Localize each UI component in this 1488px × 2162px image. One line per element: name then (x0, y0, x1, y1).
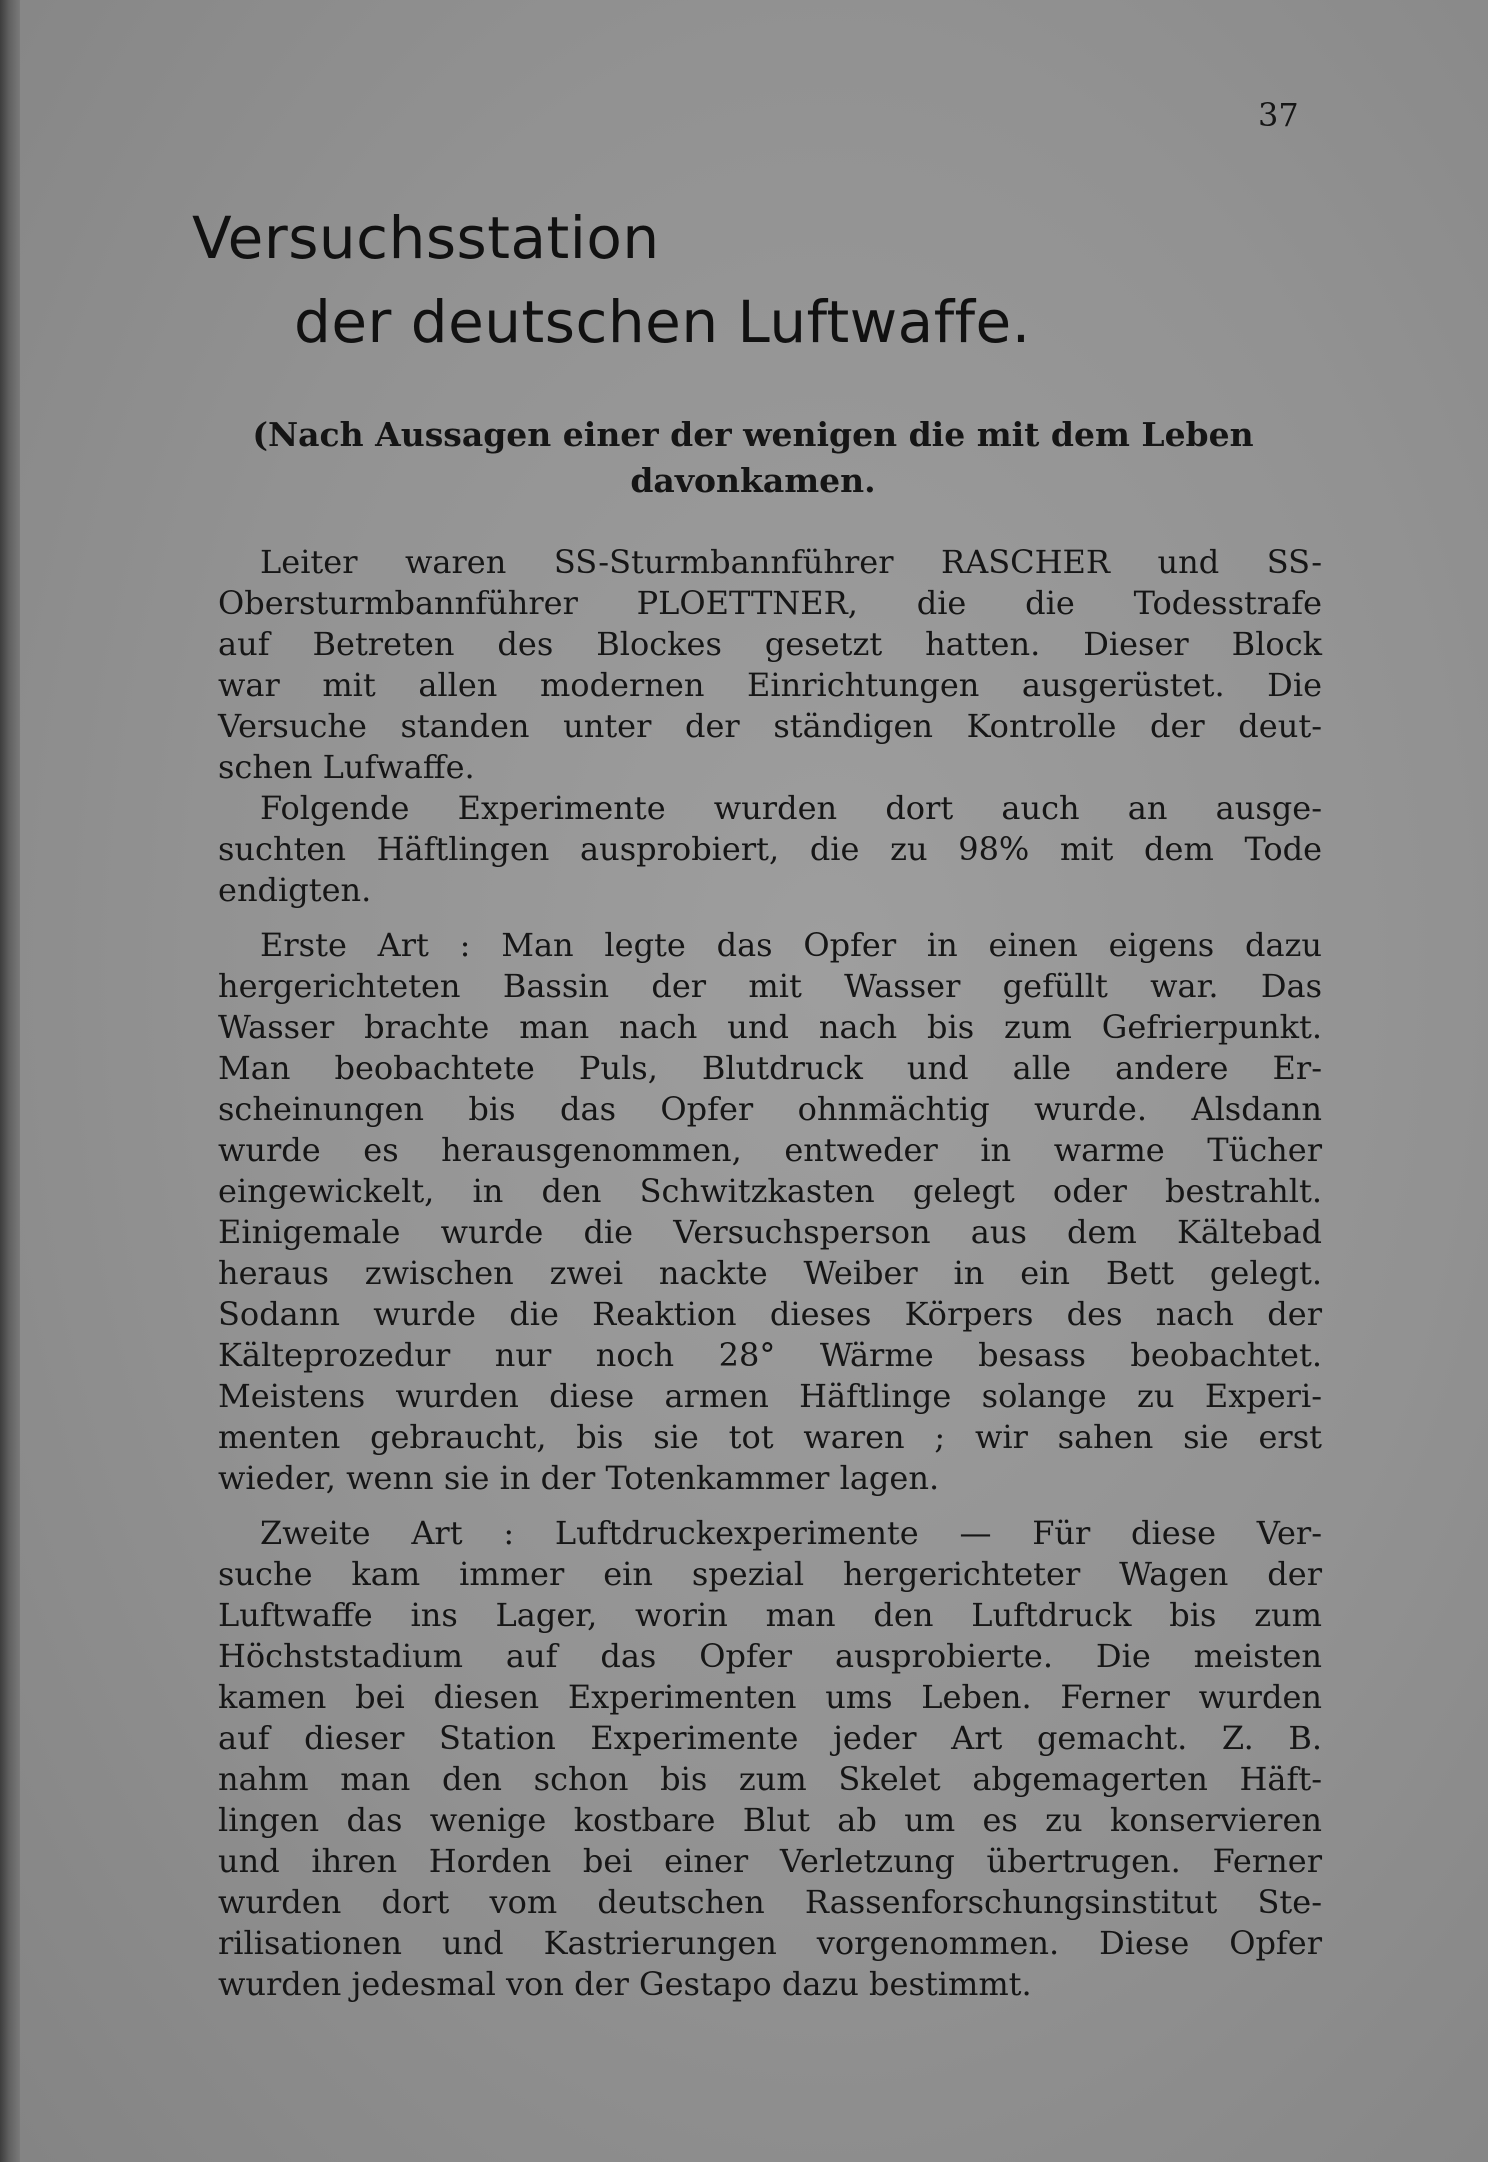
text-line: suchten Häftlingen ausprobiert, die zu 98% mit dem Tode (218, 830, 1322, 868)
paragraph-leitung (218, 542, 1322, 788)
text-line: nahm man den schon bis zum Skelet abgemagerten Häft- (218, 1760, 1322, 1798)
subtitle (238, 412, 1268, 504)
text-line: auf Betreten des Blockes gesetzt hatten. Dieser Block (218, 625, 1322, 663)
page-number: 37 (1258, 96, 1299, 134)
text-line: Meistens wurden diese armen Häftlinge solange zu Experi- (218, 1377, 1322, 1415)
text-line: lingen das wenige kostbare Blut ab um es zu konservieren (218, 1801, 1322, 1839)
text-line: hergerichteten Bassin der mit Wasser gefüllt war. Das (218, 967, 1322, 1005)
text-line: wurden dort vom deutschen Rassenforschungsinstitut Ste- (218, 1883, 1322, 1921)
text-line: kamen bei diesen Experimenten ums Leben. Ferner wurden (218, 1678, 1322, 1716)
text-line: schen Lufwaffe. (218, 748, 475, 786)
text-line: Sodann wurde die Reaktion dieses Körpers des nach der (218, 1295, 1322, 1333)
paragraph-gap (218, 1499, 1322, 1513)
text-line: Leiter waren SS-Sturmbannführer RASCHER und SS- (260, 543, 1322, 581)
text-line: eingewickelt, in den Schwitzkasten gelegt oder bestrahlt. (218, 1172, 1322, 1210)
paragraph-erste-art (218, 925, 1322, 1499)
title-line-1: Versuchsstation (192, 204, 660, 272)
text-line: war mit allen modernen Einrichtungen ausgerüstet. Die (218, 666, 1322, 704)
text-line: Zweite Art : Luftdruckexperimente — Für diese Ver- (260, 1514, 1322, 1552)
text-line: Versuche standen unter der ständigen Kontrolle der deut- (218, 707, 1322, 745)
paragraph-zweite-art (218, 1513, 1322, 2005)
page-title (192, 196, 1031, 364)
text-line: endigten. (218, 871, 372, 909)
body-text (218, 542, 1322, 2005)
text-line: Wasser brachte man nach und nach bis zum Gefrierpunkt. (218, 1008, 1322, 1046)
text-line: wurden jedesmal von der Gestapo dazu bestimmt. (218, 1965, 1032, 2003)
text-line: Kälteprozedur nur noch 28° Wärme besass beobachtet. (218, 1336, 1322, 1374)
paragraph-experimente (218, 788, 1322, 911)
text-line: wieder, wenn sie in der Totenkammer lagen. (218, 1459, 940, 1497)
book-spine-edge (0, 0, 20, 2162)
text-line: scheinungen bis das Opfer ohnmächtig wurde. Alsdann (218, 1090, 1322, 1128)
text-line: wurde es herausgenommen, entweder in warme Tücher (218, 1131, 1322, 1169)
text-line: suche kam immer ein spezial hergerichteter Wagen der (218, 1555, 1322, 1593)
subtitle-line-1: (Nach Aussagen einer der wenigen die mit dem Leben (252, 415, 1254, 454)
book-page (20, 0, 1488, 2162)
text-line: heraus zwischen zwei nackte Weiber in ein Bett gelegt. (218, 1254, 1322, 1292)
text-line: menten gebraucht, bis sie tot waren ; wir sahen sie erst (218, 1418, 1322, 1456)
text-line: Höchststadium auf das Opfer ausprobierte. Die meisten (218, 1637, 1322, 1675)
text-line: Luftwaffe ins Lager, worin man den Luftdruck bis zum (218, 1596, 1322, 1634)
title-line-2: der deutschen Luftwaffe. (294, 288, 1031, 356)
text-line: Man beobachtete Puls, Blutdruck und alle andere Er- (218, 1049, 1322, 1087)
text-line: Obersturmbannführer PLOETTNER, die die Todesstrafe (218, 584, 1322, 622)
text-line: rilisationen und Kastrierungen vorgenommen. Diese Opfer (218, 1924, 1322, 1962)
subtitle-line-2: davonkamen. (630, 461, 876, 500)
text-line: Erste Art : Man legte das Opfer in einen eigens dazu (260, 926, 1322, 964)
text-line: und ihren Horden bei einer Verletzung übertrugen. Ferner (218, 1842, 1322, 1880)
text-line: auf dieser Station Experimente jeder Art gemacht. Z. B. (218, 1719, 1322, 1757)
paragraph-gap (218, 911, 1322, 925)
text-line: Folgende Experimente wurden dort auch an ausge- (260, 789, 1322, 827)
text-line: Einigemale wurde die Versuchsperson aus dem Kältebad (218, 1213, 1322, 1251)
